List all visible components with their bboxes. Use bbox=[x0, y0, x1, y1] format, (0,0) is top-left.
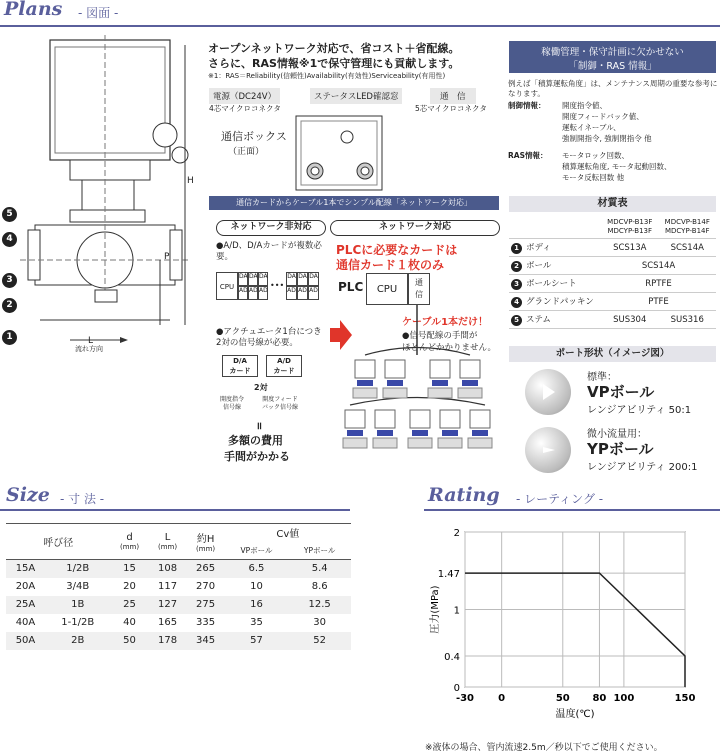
comm-label: 通 信 bbox=[430, 88, 476, 104]
plans-title: Plans bbox=[4, 0, 63, 20]
size-row: 15A 1/2B 15 108 265 6.5 5.4 bbox=[6, 560, 351, 578]
power-label: 電源（DC24V） bbox=[209, 88, 280, 104]
wire-note1: ●信号配線の手間が bbox=[402, 331, 478, 341]
plc-note2: 通信カード１枚のみ bbox=[336, 258, 445, 272]
vp-range: レンジアビリティ 50:1 bbox=[587, 405, 692, 416]
dim-h: H bbox=[187, 176, 194, 186]
callout-4: 4 bbox=[2, 232, 17, 247]
vp-ball-image bbox=[525, 369, 571, 415]
comm-sub: 5芯マイクロコネクタ bbox=[415, 104, 487, 113]
x-tick-label: 100 bbox=[613, 693, 635, 704]
flow-direction: 流れ方向 bbox=[75, 345, 103, 353]
non-network-text2: ●アクチュエータ1台につき2対の信号線が必要。 bbox=[216, 327, 322, 348]
rating-chart bbox=[420, 520, 720, 725]
vp-name: VPボール bbox=[587, 383, 655, 401]
callout-1: 1 bbox=[2, 330, 17, 345]
callout-5: 5 bbox=[2, 207, 17, 222]
cost-line1: 多額の費用 bbox=[228, 434, 283, 447]
intro-note: ※1：RAS＝Reliability(信頼性)Availability(有効性)Serviceability(有用性) bbox=[208, 72, 446, 80]
equals-mark: ॥ bbox=[256, 421, 262, 432]
comm-box-figure bbox=[295, 115, 383, 191]
box-sub: （正面） bbox=[228, 147, 265, 157]
intro-line1: オープンネットワーク対応で、省コスト＋省配線。 bbox=[208, 42, 460, 55]
y-axis-label: 圧力(MPa) bbox=[430, 585, 441, 634]
non-network-text1: ●A/D、D/Aカードが複数必要。 bbox=[216, 241, 322, 262]
intro-line2: さらに、RAS情報※1で保守管理にも貢献します。 bbox=[208, 57, 460, 70]
box-label: 通信ボックス bbox=[221, 130, 287, 143]
x-tick-label: 0 bbox=[498, 693, 506, 704]
callout-3: 3 bbox=[2, 273, 17, 288]
y-tick-label: 1 bbox=[453, 605, 460, 617]
cost-line2: 手間がかかる bbox=[224, 450, 290, 463]
ports-title: ポート形状（イメージ図） bbox=[509, 346, 716, 362]
cable-note: ケーブル1本だけ！ bbox=[402, 317, 489, 328]
materials-title: 材質表 bbox=[509, 196, 716, 212]
size-row: 25A 1B 25 127 275 16 12.5 bbox=[6, 596, 351, 614]
control-label: 制御情報： bbox=[508, 101, 546, 110]
led-label: ステータスLED確認窓 bbox=[310, 88, 402, 104]
ras-desc: 例えば「積算運転角度」は、メンテナンス周期の重要な参考になります。 bbox=[508, 79, 718, 98]
plc-cpu: CPU bbox=[366, 273, 408, 305]
dim-p: P bbox=[164, 252, 170, 262]
ras-label: RAS情報： bbox=[508, 151, 548, 160]
materials-table: MDCVP-B13F MDCYP-B13F MDCVP-B14F MDCYP-B14F 1 ボディ SCS13A SCS14A 2 ボール SCS14A 3 ボールシート RPTFE 4 グランドパッキン PTFE 5 ステム SUS304 SUS316 bbox=[509, 216, 716, 329]
actuator-network-figure bbox=[335, 300, 500, 467]
callout-2: 2 bbox=[2, 298, 17, 313]
signal-label-2: 開度フィード バック信号線 bbox=[262, 396, 299, 411]
wire-note2: ほとんどかかりません。 bbox=[402, 343, 497, 353]
control-items: 開度指令値、 開度フィードバック値、 運転イネーブル、 強制開指令, 強制閉指令 他 bbox=[562, 101, 652, 143]
x-tick-label: 50 bbox=[555, 693, 570, 704]
y-tick-label: 1.47 bbox=[437, 569, 460, 581]
y-tick-label: 2 bbox=[453, 528, 460, 539]
x-tick-label: -30 bbox=[455, 693, 475, 704]
size-table: 呼び径 d (mm) L (mm) 約H (mm) Cv値 VPボール YPボール 15A 1/2B 15 108 265 6.5 5.4 20A 3/4B 20 117 270 10 8.6 25A 1B 25 127 275 16 12.5 40A 1-1/2B 40 165 335 35 30 50A 2B 50 178 345 57 52 bbox=[6, 523, 351, 650]
size-subtitle: - 寸 法 - bbox=[60, 492, 105, 506]
network-banner: 通信カードからケーブル1本でシンプル配線「ネットワーク対応」 bbox=[209, 196, 499, 210]
size-row: 50A 2B 50 178 345 57 52 bbox=[6, 632, 351, 650]
yp-name: YPボール bbox=[587, 440, 654, 458]
size-title: Size bbox=[6, 484, 50, 506]
ras-header: 稼働管理・保守計画に欠かせない 「制御・RAS 情報」 bbox=[509, 41, 716, 73]
power-sub: 4芯マイクロコネクタ bbox=[209, 104, 281, 113]
rating-title: Rating bbox=[428, 484, 500, 506]
rating-subtitle: - レーティング - bbox=[516, 492, 604, 506]
plc-label: PLC bbox=[338, 280, 364, 294]
x-tick-label: 150 bbox=[674, 693, 696, 704]
signal-label-1: 開度指令 信号線 bbox=[220, 396, 245, 411]
da-card: D/A カード bbox=[222, 355, 258, 377]
valve-drawing bbox=[0, 35, 205, 365]
vp-label: 標準： bbox=[587, 372, 617, 383]
size-row: 40A 1-1/2B 40 165 335 35 30 bbox=[15, 617, 327, 628]
y-tick-label: 0.4 bbox=[444, 652, 460, 663]
ras-items: モータロック回数、 積算運転角度, モータ起動回数、 モータ反転回数 他 bbox=[562, 151, 672, 182]
ad-card: A/D カード bbox=[266, 355, 302, 377]
yp-ball-image bbox=[525, 427, 571, 473]
plc-note1: PLCに必要なカードは bbox=[336, 243, 458, 257]
non-network-title: ネットワーク非対応 bbox=[216, 220, 326, 236]
pair-label: 2対 bbox=[254, 383, 268, 392]
footnote: ※液体の場合、管内流速2.5m／秒以下でご使用ください。 bbox=[425, 743, 663, 753]
card-rack: CPU DA DA DA AD AD AD ••• DA DA DA AD AD AD bbox=[216, 272, 321, 300]
x-tick-label: 80 bbox=[592, 693, 607, 704]
plans-subtitle: - 図面 - bbox=[78, 6, 119, 20]
y-tick-label: 0 bbox=[453, 683, 460, 694]
dim-l: L bbox=[88, 336, 94, 346]
x-axis-label: 温度(℃) bbox=[555, 709, 595, 720]
size-row: 20A 3/4B 20 117 270 10 8.6 bbox=[15, 581, 328, 592]
yp-label: 微小流量用： bbox=[587, 429, 647, 440]
plc-comm: 通 信 bbox=[408, 273, 430, 305]
rating-line bbox=[465, 573, 685, 687]
yp-range: レンジアビリティ 200:1 bbox=[587, 462, 698, 473]
network-title: ネットワーク対応 bbox=[330, 220, 500, 236]
